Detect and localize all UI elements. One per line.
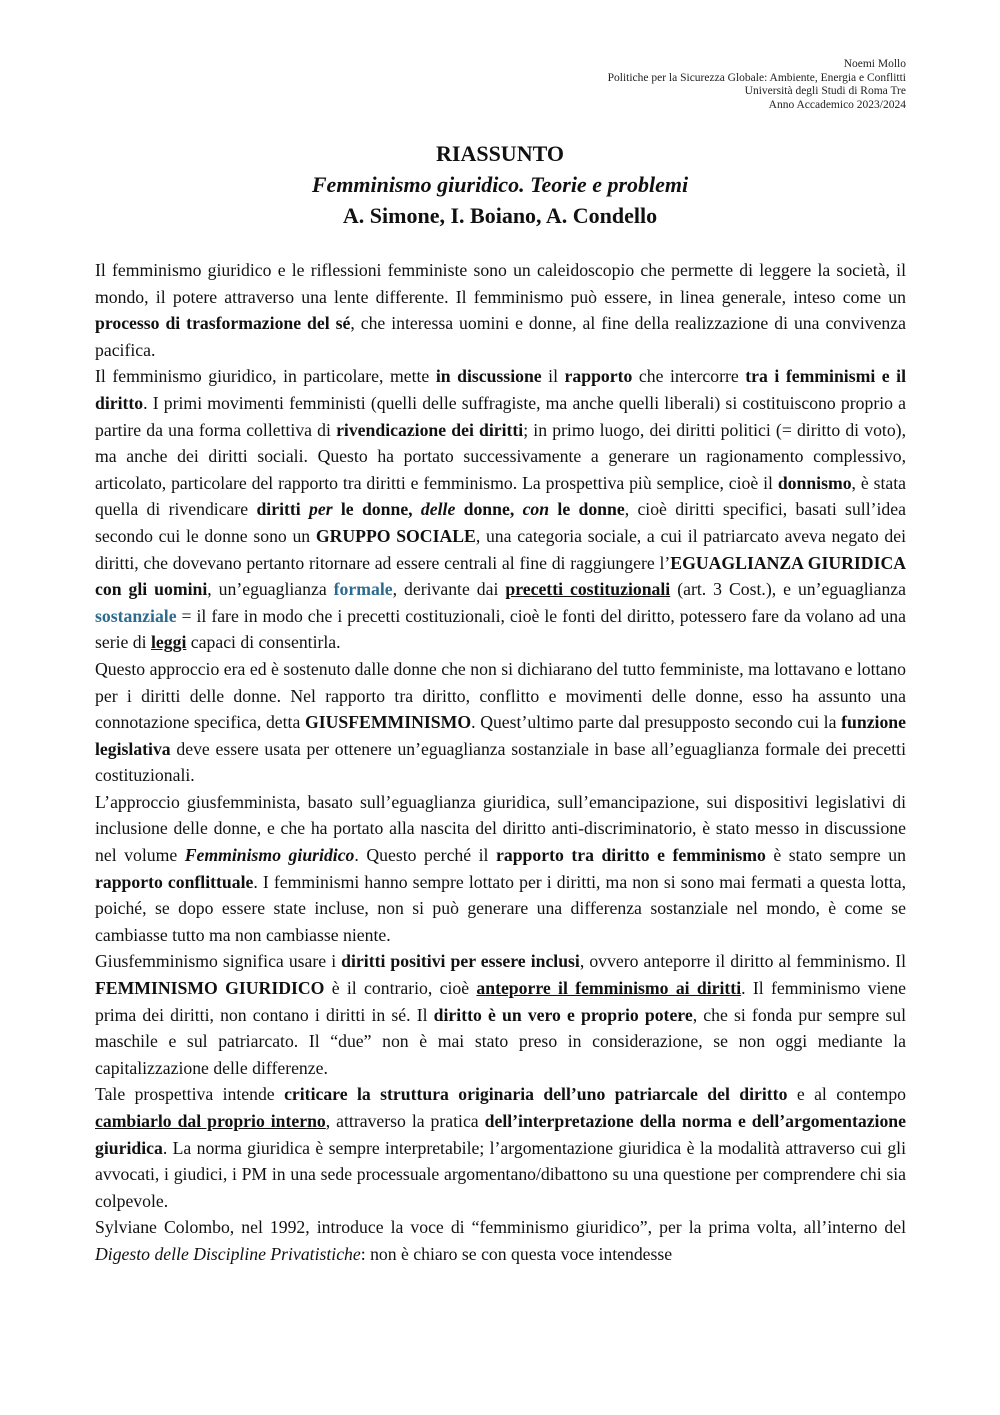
text: , derivante dai [392,579,506,600]
underlined-emphasis: leggi [151,632,187,653]
emphasis: le donne [549,499,625,520]
highlight-term: formale [333,579,393,600]
text: = il fare in modo che i precetti costituzionali, cioè le fonti del diritto, potessero fare da volano ad una serie di [95,605,906,653]
text: (art. 3 Cost.), e un’eguaglianza [670,579,906,600]
document-body [95,257,906,1268]
emphasis: diritto è un vero e proprio potere [433,1004,693,1025]
text: : non è chiaro se con questa voce intendesse [360,1243,673,1264]
emphasis: GRUPPO SOCIALE [315,525,476,546]
text: . La norma giuridica è sempre interpretabile; l’argomentazione giuridica è la modalità attraverso cui gli avvocati, i giudici, i PM in una sede processuale argomentano/dibattono su una questione per comprendere chi sia colpevole. [95,1137,906,1211]
book-title: Femminismo giuridico. Teorie e problemi [311,172,689,197]
emphasis: donnismo [777,472,852,493]
header-academic-year: Anno Accademico 2023/2024 [768,98,906,111]
text: , che interessa uomini e donne, al fine della realizzazione di una convivenza pacifica. [95,313,906,360]
text: , è stata quella di rivendicare [95,472,907,520]
header-author: Noemi Mollo [843,58,906,70]
emphasis: tra i femminismi e il diritto [95,366,906,413]
paragraph-2 [95,363,906,656]
text: che intercorre [632,366,746,387]
paragraph-7 [95,1214,906,1267]
text: , una categoria sociale, a cui il patriarcato aveva negato dei diritti, che dovevano pertanto ritornare ad essere centrali al fine di raggiungere l’ [95,525,906,573]
text: capaci di consentirla. [186,632,341,653]
text: . I femminismi hanno sempre lottato per i diritti, ma non si sono mai fermati a questa lotta, poiché, se dopo essere state incluse, non si può generare una differenza sostanziale nel mondo, è come se cambiasse tutto ma non cambiasse niente. [95,871,906,945]
emphasis: rapporto tra diritto e femminismo [496,845,766,866]
text: Tale prospettiva intende [95,1084,285,1105]
text: . Il femminismo viene prima dei diritti, non contano i diritti in sé. Il [95,978,907,1025]
underlined-emphasis: precetti costituzionali [505,579,671,600]
text: . Questo perché il [354,845,497,866]
emphasis: criticare la struttura originaria dell’uno patriarcale del diritto [284,1084,788,1105]
paragraph-5 [95,948,906,1081]
text: deve essere usata per ottenere un’eguaglianza sostanziale in base all’eguaglianza formale dei precetti costituzionali. [95,738,906,786]
document-label: RIASSUNTO [436,141,564,166]
paragraph-3 [95,656,906,789]
text: e al contempo [787,1084,907,1105]
title-block [0,138,1000,231]
emphasis-italic: per [309,499,333,520]
emphasis-italic: con [522,499,550,520]
text: è il contrario, cioè [324,978,477,999]
text: . Quest’ultimo parte dal presupposto secondo cui la [471,712,842,733]
text: , un’eguaglianza [207,579,334,600]
italic-title: Digesto delle Discipline Privatistiche [95,1243,361,1264]
text: Questo approccio era ed è sostenuto dalle donne che non si dichiarano del tutto femministe, ma lottavano e lottano per i diritti delle donne. Nel rapporto tra diritto, conflitto e movimenti delle donne, esso ha assunto una connotazione specifica, detta [95,658,906,733]
text: è stato sempre un [765,845,906,866]
emphasis-italic: Femminismo giuridico [184,845,355,866]
highlight-term: sostanziale [95,605,177,626]
text: . I primi movimenti femministi (quelli delle suffragiste, ma anche quelli liberali) si costituiscono proprio a partire da una forma collettiva di [95,392,906,440]
text: Sylviane Colombo, nel 1992, introduce la voce di “femminismo giuridico”, per la prima volta, all’interno del [95,1217,906,1238]
paragraph-4 [95,789,906,949]
paragraph-1 [95,257,906,363]
text: ; in primo luogo, dei diritti politici (= diritto di voto), ma anche dei diritti sociali. Questo ha portato successivamente a generare un ragionamento complessivo, articolato, particolare del rapporto tra diritti e femminismo. La prospettiva più semplice, cioè il [95,419,906,493]
text: , cioè diritti specifici, basati sull’idea secondo cui le donne sono un [95,499,906,546]
emphasis: le donne, [332,499,421,520]
emphasis: FEMMINISMO GIURIDICO [95,978,325,999]
emphasis: rivendicazione dei diritti [336,419,524,440]
emphasis: in discussione [435,366,542,387]
emphasis-italic: delle [420,499,456,520]
emphasis: diritti positivi per essere inclusi [341,951,580,972]
text: il [541,366,565,387]
text: , ovvero anteporre il diritto al femminismo. Il [579,951,906,972]
book-authors: A. Simone, I. Boiano, A. Condello [342,203,658,228]
emphasis: processo di trasformazione del sé [95,313,351,334]
header-university: Università degli Studi di Roma Tre [744,85,906,97]
emphasis: donne, [455,499,523,520]
header-course: Politiche per la Sicurezza Globale: Ambiente, Energia e Conflitti [607,71,906,84]
emphasis: GIUSFEMMINISMO [305,712,472,733]
text: Il femminismo giuridico, in particolare, mette [95,366,436,387]
underlined-emphasis: cambiarlo dal proprio interno [95,1111,326,1131]
emphasis: dell’interpretazione della norma e dell’argomentazione giuridica [95,1111,906,1158]
document-header [608,58,906,112]
text: , attraverso la pratica [325,1111,485,1131]
text: , che si fonda pur sempre sul maschile e sul patriarcato. Il “due” non è mai stato preso in considerazione, se non oggi mediante la capitalizzazione delle differenze. [95,1004,906,1078]
text: L’approccio giusfemminista, basato sull’eguaglianza giuridica, sull’emancipazione, sui dispositivi legislativi di inclusione delle donne, e che ha portato alla nascita del diritto anti-discriminatorio, è stato messo in discussione nel volume [95,791,906,866]
text: Il femminismo giuridico e le riflessioni femministe sono un caleidoscopio che permette di leggere la società, il mondo, il potere attraverso una lente differente. Il femminismo può essere, in linea generale, inteso come un [95,260,906,307]
emphasis: rapporto conflittuale [95,871,254,892]
emphasis: diritti [256,499,309,520]
emphasis: EGUAGLIANZA GIURIDICA con gli uomini [95,552,907,600]
underlined-emphasis: anteporre il femminismo ai diritti [476,978,742,999]
emphasis: funzione legislativa [95,712,906,759]
paragraph-6 [95,1081,906,1214]
text: Giusfemminismo significa usare i [95,951,342,972]
emphasis: rapporto [564,366,633,387]
